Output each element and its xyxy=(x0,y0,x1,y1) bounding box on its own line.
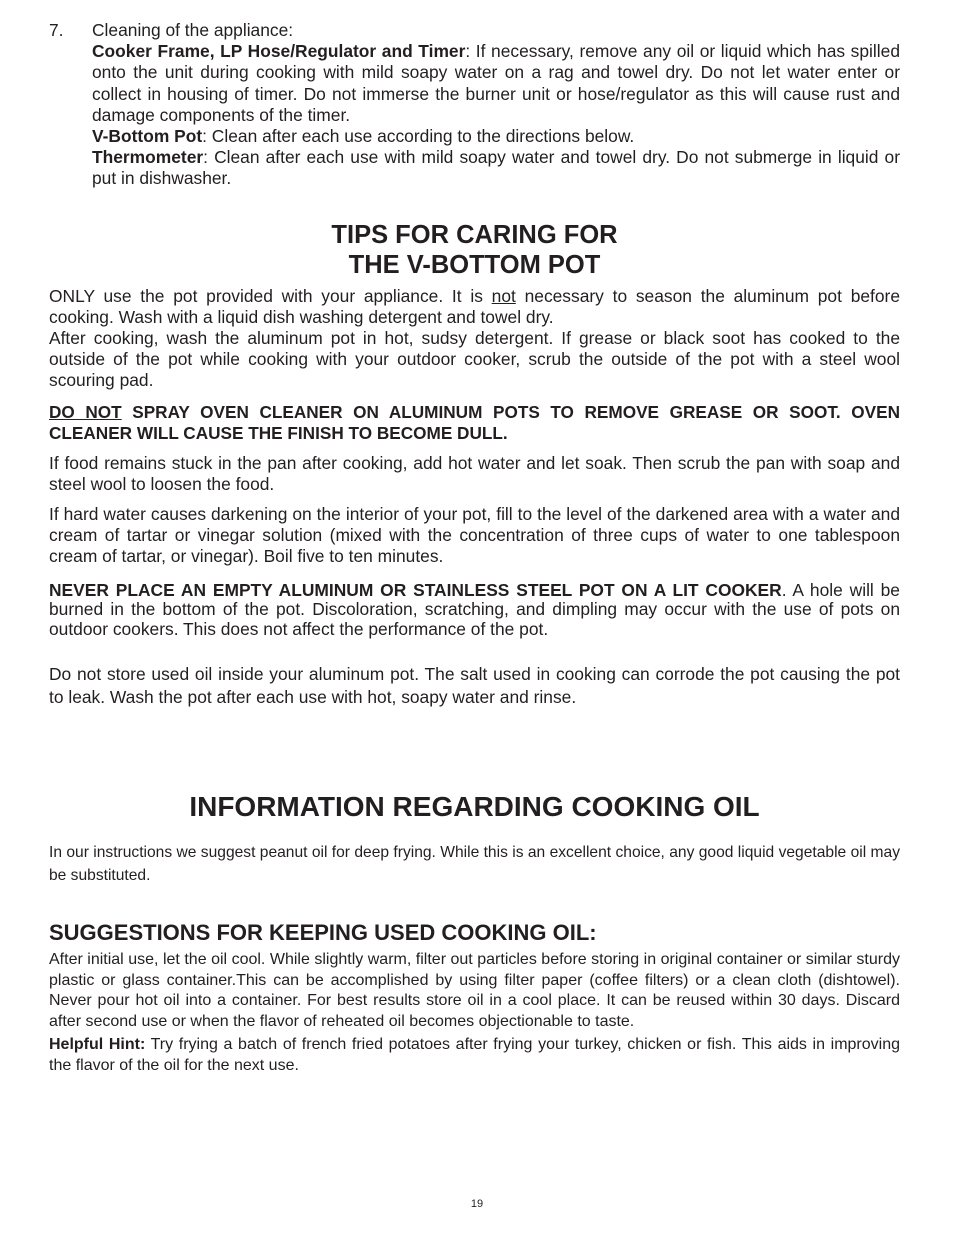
tips-paragraph-1 xyxy=(49,286,900,328)
pot-text: : Clean after each use according to the directions below. xyxy=(202,126,635,147)
cooker-paragraph xyxy=(92,41,900,126)
tips-paragraph-5 xyxy=(49,581,900,640)
thermometer-label: Thermometer xyxy=(92,147,204,168)
suggestions-title: SUGGESTIONS FOR KEEPING USED COOKING OIL: xyxy=(49,920,597,946)
item-number: 7. xyxy=(49,20,64,40)
never-place-warning: NEVER PLACE AN EMPTY ALUMINUM OR STAINLESS STEEL POT ON A LIT COOKER xyxy=(49,579,782,600)
tips-paragraph-4: If hard water causes darkening on the interior of your pot, fill to the level of the darkened area with a water and cream of tartar or vinegar solution (mixed with the concentration of three cups of water to one tablespoon cream of tartar, or vinegar). Boil five to ten minutes. xyxy=(49,504,900,567)
helpful-hint-paragraph xyxy=(49,1035,900,1076)
cleaning-intro: Cleaning of the appliance: xyxy=(92,20,294,40)
helpful-hint-text: Try frying a batch of french fried potatoes after frying your turkey, chicken or fish. This aids in improving the flavor of the oil for the next use. xyxy=(49,1036,900,1074)
oven-cleaner-warning xyxy=(49,402,900,444)
tips-p1-a: ONLY use the pot provided with your appliance. It is xyxy=(49,285,492,306)
oil-info-title: INFORMATION REGARDING COOKING OIL xyxy=(189,791,760,823)
tips-paragraph-2: After cooking, wash the aluminum pot in hot, sudsy detergent. If grease or black soot has cooked to the outside of the pot while cooking with your outdoor cooker, scrub the outside of the pot with a steel wool scouring pad. xyxy=(49,328,900,391)
pot-paragraph xyxy=(92,126,900,147)
suggestions-paragraph: After initial use, let the oil cool. While slightly warm, filter out particles before storing in original container or similar sturdy plastic or glass container.This can be accomplished by using filter paper (coffee filters) or a clean cloth (dishtowel). Never pour hot oil into a container. For best results store oil in a cool place. It can be reused within 30 days. Discard after second use or when the flavor of reheated oil becomes objectionable to taste. xyxy=(49,951,900,1030)
tips-title-line1: TIPS FOR CARING FOR xyxy=(331,220,618,249)
oil-info-paragraph: In our instructions we suggest peanut oil for deep frying. While this is an excellent choice, any good liquid vegetable oil may be substituted. xyxy=(49,844,900,884)
helpful-hint-label: Helpful Hint: xyxy=(49,1036,146,1054)
cooker-text: : If necessary, remove any oil or liquid which has spilled onto the unit during cooking with mild soapy water on a rag and towel dry. Do not let water enter or collect in housing of timer. Do not immerse the burner unit or hose/regulator as this will cause rust and damage components of the timer. xyxy=(92,41,900,125)
thermometer-text: : Clean after each use with mild soapy water and towel dry. Do not submerge in liquid or put in dishwasher. xyxy=(92,147,900,189)
tips-title xyxy=(49,220,900,280)
tips-p1-not: not xyxy=(491,285,516,306)
cleaning-item xyxy=(49,20,900,190)
page-content xyxy=(49,20,900,1076)
page-number: 19 xyxy=(470,1198,484,1210)
tips-p5-text: . A hole will be burned in the bottom of the pot. Discoloration, scratching, and dimpling may occur with the use of pots on outdoor cookers. This does not affect the performance of the pot. xyxy=(49,579,900,639)
pot-label: V-Bottom Pot xyxy=(92,126,203,147)
tips-title-line2: THE V-BOTTOM POT xyxy=(348,250,601,279)
tips-paragraph-6: Do not store used oil inside your aluminum pot. The salt used in cooking can corrode the pot causing the pot to leak. Wash the pot after each use with hot, soapy water and rinse. xyxy=(49,664,900,707)
cooker-label: Cooker Frame, LP Hose/Regulator and Timer xyxy=(92,41,466,62)
thermometer-paragraph xyxy=(92,147,900,189)
warning-do-not: DO NOT xyxy=(49,401,122,422)
warning-text: SPRAY OVEN CLEANER ON ALUMINUM POTS TO REMOVE GREASE OR SOOT. OVEN CLEANER WILL CAUSE THE FINISH TO BECOME DULL. xyxy=(49,401,900,443)
tips-paragraph-3: If food remains stuck in the pan after cooking, add hot water and let soak. Then scrub the pan with soap and steel wool to loosen the food. xyxy=(49,452,900,494)
tips-p1-b: necessary to season the aluminum pot before cooking. Wash with a liquid dish washing detergent and towel dry. xyxy=(49,285,901,327)
